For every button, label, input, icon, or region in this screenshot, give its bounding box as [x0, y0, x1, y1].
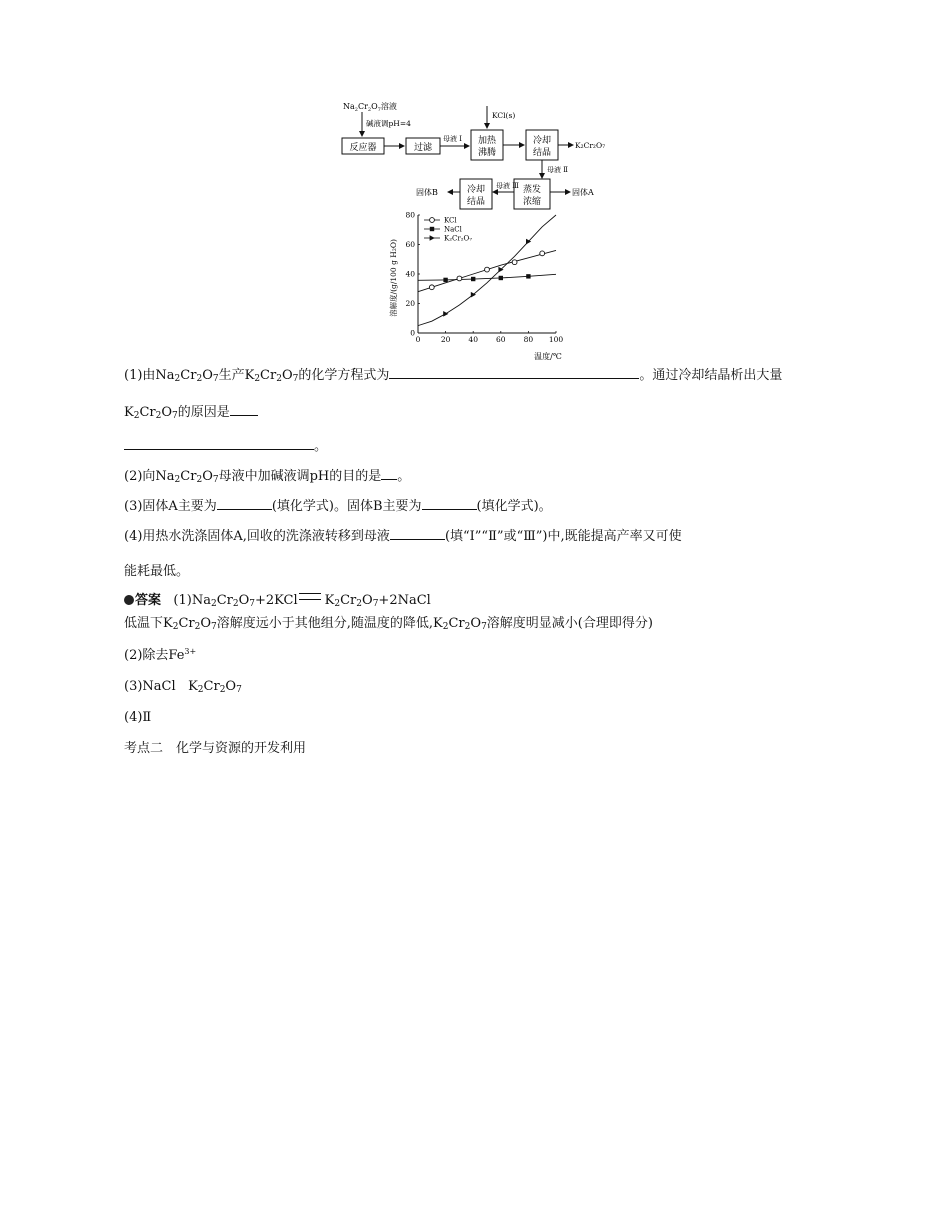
answer-line-2: 低温下$K_2Cr_2O_7$溶解度远小于其他组分,随温度的降低$,K_2Cr_2O_7$溶解度明显减小(合理即得分): [124, 616, 653, 632]
point-nacl: [471, 277, 475, 281]
answer-badge-icon: [124, 595, 134, 605]
y-tick-label: 20: [405, 299, 415, 308]
answer-blank[interactable]: [381, 466, 397, 480]
answer-blank[interactable]: [390, 526, 445, 540]
y-axis-label: 溶解度/(g/100 g H₂O): [389, 239, 398, 317]
process-flowchart: [330, 100, 630, 212]
answer-4: (4)Ⅱ: [124, 710, 152, 725]
solid-b-label: 固体B: [416, 188, 438, 197]
mother-liquor-2-label: 母液 Ⅱ: [547, 166, 568, 174]
answer-blank[interactable]: [217, 496, 272, 510]
point-kcl: [429, 285, 434, 290]
point-nacl: [499, 276, 503, 280]
mother-liquor-1-label: 母液 Ⅰ: [443, 135, 462, 143]
question-1-line-3: 。: [124, 436, 327, 456]
answer-3: (3)NaCl $K_2Cr_2O_7$: [124, 679, 242, 695]
y-tick-label: 60: [405, 240, 415, 249]
legend-label-kcl: KCl: [444, 216, 457, 225]
x-tick-label: 20: [440, 335, 451, 344]
alkali-note: 碱液调pH=4: [366, 119, 411, 128]
legend-label-k2cr2o7: K₂Cr₂O₇: [444, 234, 473, 243]
svg-text:冷却: 冷却: [532, 136, 552, 146]
answer-2: (2)除去$Fe^{3+}$: [124, 647, 197, 663]
answer-blank[interactable]: [230, 402, 258, 416]
mother-liquor-3-label: 母液 Ⅲ: [496, 182, 519, 190]
kcl-input-label: KCl(s): [492, 111, 516, 120]
curve-nacl: [418, 274, 556, 280]
x-tick-label: 40: [468, 335, 478, 344]
equals-sign: [299, 593, 321, 600]
legend-marker-kcl: [430, 218, 435, 223]
answer-label: 答案: [135, 593, 162, 608]
y-tick-label: 40: [405, 269, 415, 279]
question-3: (3)固体A主要为 (填化学式)。固体B主要为 (填化学式)。: [124, 496, 552, 516]
point-kcl: [540, 251, 545, 256]
x-tick-label: 60: [496, 335, 506, 344]
svg-text:加热: 加热: [477, 136, 497, 146]
y-tick-label: 0: [410, 328, 415, 338]
y-tick-label: 80: [405, 210, 415, 220]
solid-a-label: 固体A: [572, 188, 594, 197]
x-tick-label: 100: [548, 335, 564, 344]
answer-blank[interactable]: [124, 436, 314, 450]
svg-text:结晶: 结晶: [532, 148, 552, 158]
answer-blank[interactable]: [422, 496, 477, 510]
point-kcl: [512, 260, 517, 265]
svg-text:结晶: 结晶: [466, 197, 486, 207]
svg-text:沸腾: 沸腾: [477, 148, 497, 158]
section-title: 考点二 化学与资源的开发利用: [124, 741, 307, 756]
svg-text:蒸发: 蒸发: [522, 185, 542, 195]
legend-label-nacl: NaCl: [444, 225, 462, 234]
product-label: K₂Cr₂O₇: [575, 141, 606, 150]
solubility-chart: [384, 206, 574, 364]
point-nacl: [443, 278, 447, 282]
x-axis-label: 温度/℃: [534, 352, 562, 361]
x-tick-label: 80: [523, 335, 534, 344]
legend-marker-k2cr2o7: [430, 235, 435, 241]
point-k2cr2o7: [443, 311, 448, 317]
point-kcl: [485, 267, 490, 272]
legend-marker-nacl: [430, 227, 434, 231]
svg-text:冷却: 冷却: [466, 185, 486, 195]
question-2: (2)向$Na_2Cr_2O_7$母液中加碱液调pH的目的是 。: [124, 466, 410, 486]
answer-line-1: 答案 $(1)Na_2Cr_2O_7+2KCl$ $K_2Cr_2O_7+2NaCl$: [124, 592, 431, 610]
x-tick-label: 0: [415, 335, 421, 344]
svg-text:浓缩: 浓缩: [522, 197, 542, 207]
point-kcl: [457, 276, 462, 281]
feed-label: $Na_2Cr_2O_7$溶液: [343, 102, 397, 113]
question-1-line-1: (1)由$Na_2Cr_2O_7$生产$K_2Cr_2O_7$的化学方程式为 。通过冷却结晶析出大量: [124, 365, 782, 385]
svg-text:过滤: 过滤: [413, 143, 433, 153]
point-nacl: [526, 274, 530, 278]
question-4-line-1: (4)用热水洗涤固体A,回收的洗涤液转移到母液 (填“Ⅰ”“Ⅱ”或“Ⅲ”)中,既能提高产率又可使: [124, 526, 682, 546]
svg-text:反应器: 反应器: [349, 143, 377, 153]
question-1-line-2: $K_2Cr_2O_7$的原因是: [124, 402, 258, 422]
question-4-line-2: 能耗最低。: [124, 564, 190, 579]
answer-blank[interactable]: [389, 365, 639, 379]
